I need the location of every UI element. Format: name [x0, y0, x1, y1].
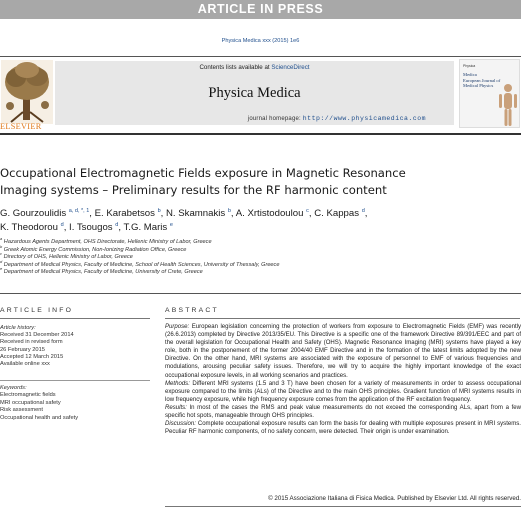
methods-text: Different MRI systems (1.5 and 3 T) have been chosen for a variety of measurements in order to assess occupational exposure compared to the limits (ALs) of the Directive and to the main OHS principles. Gradient function of MRI systems results in low frequency exposure, while high frequency exposure comes from the application of the RF excitation frequency.	[165, 380, 521, 403]
affiliation	[0, 251, 520, 262]
author-mark[interactable]: d	[60, 221, 64, 228]
contents-list-line	[55, 64, 454, 71]
affiliation-mark: a	[0, 236, 3, 242]
affiliation-text: Department of Medical Physics, Faculty of Medicine, University of Crete, Greece	[3, 269, 203, 276]
cover-figure-image	[496, 82, 520, 128]
author[interactable]: T.G. Maris	[123, 222, 168, 233]
cover-subtitle: European Journal of Medical Physics	[463, 77, 501, 89]
article-info-heading: ARTICLE INFO	[0, 307, 74, 314]
methods-label: Methods:	[165, 380, 190, 387]
header-bottom-rule	[0, 133, 521, 135]
title-line-2: Imaging systems – Preliminary results for the RF harmonic content	[0, 182, 387, 197]
history-item: Received in revised form	[0, 339, 63, 346]
article-in-press-banner: ARTICLE IN PRESS	[0, 0, 521, 19]
affiliation-mark: b	[0, 243, 3, 249]
author[interactable]: E. Karabetsos	[94, 208, 155, 219]
abstract-bottom-rule	[165, 506, 521, 507]
elsevier-tree-logo	[1, 60, 53, 124]
article-title	[0, 165, 520, 198]
abstract-methods	[165, 380, 521, 404]
purpose-label: Purpose:	[165, 324, 190, 330]
journal-homepage-line	[55, 115, 454, 122]
keyword: Electromagnetic fields	[0, 392, 56, 399]
keyword: Risk assessment	[0, 407, 43, 414]
author[interactable]: N. Skamnakis	[165, 208, 226, 219]
discussion-text: Complete occupational exposure results can form the basis for dealing with multiple exposures present in MRI systems. Peculiar RF harmonic components, of no safety concern, were detected. Their origin is under examination.	[165, 421, 521, 436]
author-mark[interactable]: d	[361, 207, 365, 214]
title-line-1: Occupational Electromagnetic Fields exposure in Magnetic Resonance	[0, 166, 406, 180]
affiliation	[0, 236, 520, 247]
sciencedirect-link[interactable]: ScienceDirect	[271, 64, 310, 71]
author-mark[interactable]: e	[169, 221, 173, 228]
cover-physica: Physica	[463, 64, 476, 68]
history-item: Accepted 12 March 2015	[0, 353, 64, 360]
author-mark[interactable]: d	[115, 221, 119, 228]
article-info-rule	[0, 318, 150, 319]
history-item: Received 31 December 2014	[0, 332, 74, 339]
abstract-discussion	[165, 420, 521, 436]
journal-cover-thumbnail	[459, 59, 520, 128]
abstract-rule	[165, 318, 520, 319]
discussion-label: Discussion:	[165, 421, 196, 428]
header-top-rule	[0, 56, 521, 57]
section-separator	[0, 293, 521, 294]
author-line-1: G. Gourzoulidis $^{a, d, *, 1}$, E. Karabetsos $^b$, N. Skamnakis $^b$, A. Xrtistodoulou $^c$, C. Kappas $^d$,	[0, 207, 368, 219]
results-label: Results:	[165, 404, 187, 411]
author-mark[interactable]: b	[157, 207, 161, 214]
homepage-label: journal homepage:	[247, 116, 303, 122]
author[interactable]: G. Gourzoulidis	[0, 208, 67, 219]
author-mark[interactable]: c	[306, 207, 309, 214]
affiliation-text: Greek Atomic Energy Commission, Non-Ionizing Radiation Office, Greece	[3, 246, 187, 253]
affiliation-mark: c	[0, 251, 2, 257]
abstract-purpose	[165, 323, 521, 380]
history-label: Article history:	[0, 325, 36, 331]
results-text: In most of the cases the RMS and peak value measurements do not exceed the corresponding ALs, apart from a few specific hot spots, manageable through OHS principles.	[165, 404, 521, 420]
cover-medica: Medica	[463, 72, 477, 77]
contents-prefix: Contents lists available at	[199, 64, 272, 71]
author[interactable]: C. Kappas	[314, 208, 360, 219]
author-mark[interactable]: a, d, *, 1	[68, 207, 90, 214]
journal-title: Physica Medica	[208, 85, 301, 101]
history-item: 26 February 2015	[0, 346, 45, 353]
affiliation-mark: d	[0, 258, 3, 264]
homepage-link[interactable]: http://www.physicamedica.com	[302, 115, 426, 122]
history-rule	[0, 380, 150, 381]
journal-citation[interactable]: Physica Medica xxx (2015) 1e6	[221, 38, 300, 44]
affiliation	[0, 266, 520, 277]
keyword: Occupational health and safety	[0, 414, 79, 421]
author-list	[0, 207, 520, 235]
author[interactable]: I. Tsougos	[69, 222, 113, 233]
keywords	[0, 385, 150, 422]
article-history	[0, 325, 150, 368]
keywords-label: Keywords:	[0, 385, 27, 391]
author[interactable]: A. Xrtistodoulou	[235, 208, 304, 219]
affiliation-text: Hazardous Agents Department, OHS Directorate, Hellenic Ministry of Labor, Greece	[3, 239, 212, 245]
author-mark[interactable]: b	[227, 207, 231, 214]
abstract-results	[165, 404, 521, 420]
abstract-heading: ABSTRACT	[165, 307, 219, 314]
purpose-text: European legislation concerning the protection of workers from exposure to Electromagnetic Fields (EMF) was recently (26.6.2013) completed by Directive 2013/35/EU. This Directive is a specific one of the framework Directive 89/391/EEC and part of the overall legislation for Occupational Health and Safety (OHS). Magnetic Resonance Imaging (MRI) systems have played a key role, both in the postponement of the former 2004/40 EMF Directive and in the formation of the latest limits adopted by the new Directive. On the other hand, MRI systems are associated with the exposure of personnel to EMF of various frequencies and modulations, arousing peculiar safety issues. Therefore, we will try to acquire the highly important knowledge of the exact occupational exposure levels, in all working scenarios and practices.	[165, 324, 521, 379]
affiliation-text: Department of Medical Physics, Faculty of Medicine, School of Health Sciences, University of Thessaly, Greece	[3, 261, 280, 268]
affiliation-list	[0, 236, 520, 277]
author-line-2: K. Theodorou $^d$, I. Tsougos $^d$, T.G. Maris $^e$	[0, 221, 173, 233]
affiliation-text: Directory of OHS, Hellenic Ministry of Labor, Greece	[3, 254, 133, 261]
copyright-notice: © 2015 Associazione Italiana di Fisica Medica. Published by Elsevier Ltd. All rights reserved.	[268, 495, 521, 502]
publisher-name: ELSEVIER	[0, 122, 42, 131]
abstract-body	[165, 323, 521, 436]
author[interactable]: K. Theodorou	[0, 222, 58, 233]
history-item: Available online xxx	[0, 361, 50, 368]
keyword: MRI occupational safety	[0, 399, 61, 406]
affiliation-mark: e	[0, 266, 3, 272]
